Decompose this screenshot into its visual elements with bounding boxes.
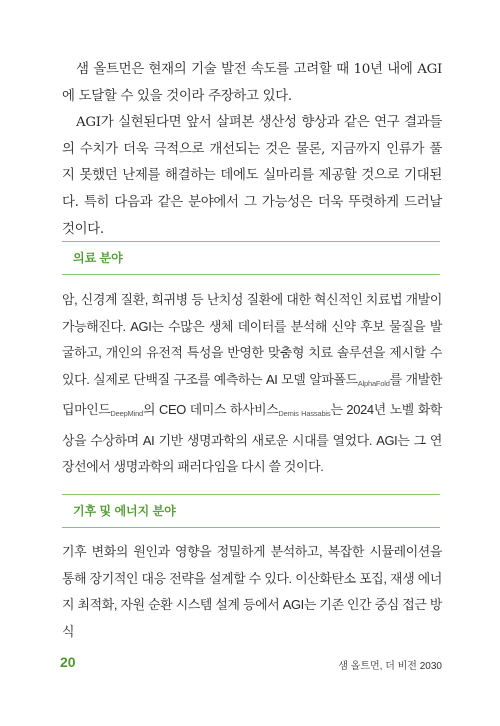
intro-text [62,57,442,243]
section-body-medical [62,287,442,481]
intro-paragraph: 샘 올트먼은 현재의 기술 발전 속도를 고려할 때 10년 내에 AGI에 도달할 수 있을 것이라 주장하고 있다. [62,62,442,104]
body-text-segment: 는 2024년 노벨 화학상을 수상하며 AI 기반 생명과학의 새로운 시대를 열었다. AGI는 그 연장선에서 생명과학의 패러다임을 다시 쓸 것이다. [62,402,442,474]
body-text-segment: 의 CEO 데미스 하사비스 [143,402,279,417]
english-term: AlphaFold [357,378,390,388]
english-term: DeepMind [110,409,144,418]
running-title: 샘 올트먼, 더 비전 2030 [338,661,442,672]
english-term: Demis Hassabis [278,409,331,418]
section-heading-label: 기후 및 에너지 분야 [73,504,176,518]
section-paragraph [62,287,442,481]
section-heading-climate [62,494,440,528]
section-body-climate [62,539,442,645]
body-text-segment: 를 개발한 딥마인드 [62,371,442,417]
body-text-segment: 암, 신경계 질환, 희귀병 등 난치성 질환에 대한 혁신적인 치료법 개발이 가능해진다. AGI는 수많은 생체 데이터를 분석해 신약 후보 물질을 발굴하고, 개인의 유전적 특성을 반영한 맞춤형 치료 솔루션을 제시할 수 있다. 실제로 단백질 구조를 예측하는 AI 모델 알파폴드 [62,292,442,387]
intro-paragraph: AGI가 실현된다면 앞서 살펴본 생산성 향상과 같은 연구 결과들의 수치가 더욱 극적으로 개선되는 것은 물론, 지금까지 인류가 풀지 못했던 난제를 해결하는 데에도 실마리를 제공할 것으로 기대된다. 특히 다음과 같은 분야에서 그 가능성은 더욱 뚜렷하게 드러날 것이다. [62,115,442,237]
section-paragraph: 기후 변화의 원인과 영향을 정밀하게 분석하고, 복잡한 시뮬레이션을 통해 장기적인 대응 전략을 설계할 수 있다. 이산화탄소 포집, 재생 에너지 최적화, 자원 순환 시스템 설계 등에서 AGI는 기존 인간 중심 접근 방식 [62,544,442,639]
section-heading-medical [62,241,440,275]
page-number: 20 [60,654,76,670]
section-heading-label: 의료 분야 [73,251,123,265]
